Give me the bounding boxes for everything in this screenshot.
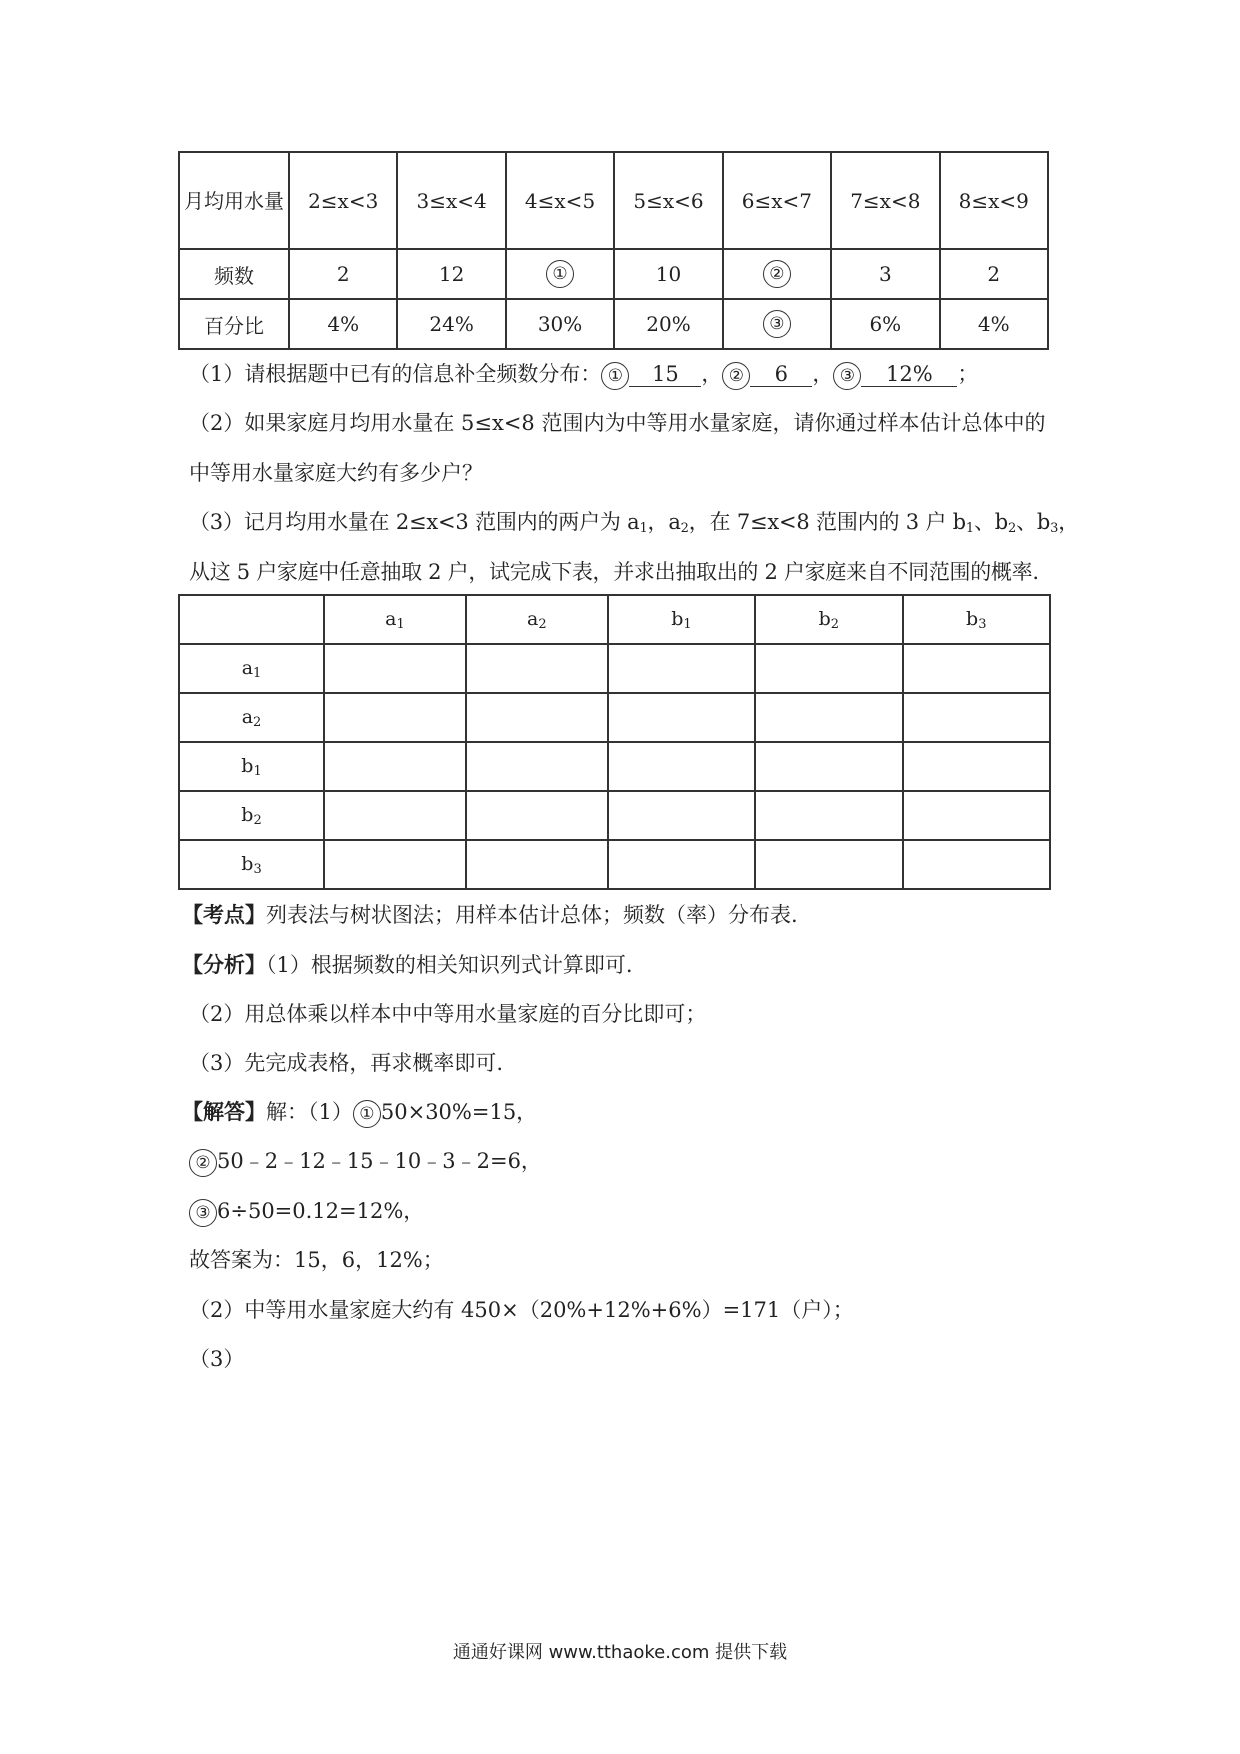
jieda-text: 50﹣2﹣12﹣15﹣10﹣3﹣2=6， bbox=[217, 1149, 542, 1173]
jieda-line-1 bbox=[182, 1096, 537, 1128]
label-base: b bbox=[671, 607, 684, 630]
separator: ， bbox=[812, 362, 834, 386]
range-cell: 6≤x<7 bbox=[723, 152, 831, 249]
label-sub: 2 bbox=[830, 616, 840, 632]
label-base: a bbox=[527, 607, 539, 630]
corner-cell bbox=[179, 595, 324, 644]
pct-cell: 6% bbox=[831, 299, 939, 349]
empty-cell bbox=[608, 791, 755, 840]
separator: ； bbox=[957, 362, 979, 386]
empty-cell bbox=[324, 742, 466, 791]
empty-cell bbox=[903, 644, 1050, 693]
empty-cell bbox=[903, 742, 1050, 791]
label-sub: 1 bbox=[683, 616, 692, 632]
row-header bbox=[179, 693, 324, 742]
header-cell: 月均用水量 bbox=[179, 152, 289, 249]
pct-cell: 20% bbox=[614, 299, 722, 349]
label-sub: 3 bbox=[253, 861, 262, 877]
jieda-line-5: （3） bbox=[189, 1347, 245, 1371]
kaodian-text: 列表法与树状图法；用样本估计总体；频数（率）分布表. bbox=[266, 903, 798, 927]
label-sub: 1 bbox=[253, 665, 262, 681]
range-cell: 7≤x<8 bbox=[831, 152, 939, 249]
answer-blank: 12% bbox=[861, 362, 957, 387]
empty-cell bbox=[903, 840, 1050, 889]
empty-cell bbox=[466, 742, 608, 791]
circled-marker: ① bbox=[546, 260, 574, 288]
answer-blank: 6 bbox=[750, 362, 812, 387]
circled-marker: ③ bbox=[189, 1199, 217, 1227]
label-base: a bbox=[385, 607, 397, 630]
row-header bbox=[179, 644, 324, 693]
pct-cell: 24% bbox=[397, 299, 505, 349]
fenxi-line bbox=[182, 949, 633, 979]
empty-cell bbox=[755, 644, 902, 693]
circled-marker: ③ bbox=[833, 362, 861, 390]
column-header bbox=[324, 595, 466, 644]
row-header bbox=[179, 791, 324, 840]
table-row bbox=[179, 742, 1050, 791]
freq-cell bbox=[723, 249, 831, 299]
question-3-line-1: （3）记月均用水量在 2≤x<3 范围内的两户为 $a_1$，$a_2$，在 7≤x<8 范围内的 3 户 $b_1$、$b_2$、$b_3$， bbox=[189, 510, 1080, 536]
jieda-line-4: （2）中等用水量家庭大约有 450×（20%+12%+6%）=171（户）； bbox=[189, 1298, 854, 1322]
label-base: a bbox=[241, 656, 254, 679]
jieda-line-3 bbox=[189, 1195, 424, 1227]
table-row bbox=[179, 595, 1050, 644]
q3-text: ，在 7≤x<8 范围内的 3 户 b bbox=[688, 510, 966, 534]
column-header bbox=[466, 595, 608, 644]
row-header bbox=[179, 840, 324, 889]
kaodian-line bbox=[182, 899, 798, 929]
range-cell: 3≤x<4 bbox=[397, 152, 505, 249]
table-row-ranges bbox=[179, 152, 1048, 249]
label-base: b bbox=[241, 852, 254, 875]
fenxi-line-3: （3）先完成表格，再求概率即可. bbox=[189, 1051, 504, 1075]
empty-cell bbox=[466, 791, 608, 840]
freq-cell: 3 bbox=[831, 249, 939, 299]
table-row bbox=[179, 840, 1050, 889]
freq-cell: 12 bbox=[397, 249, 505, 299]
jieda-text: 6÷50=0.12=12%， bbox=[217, 1199, 425, 1223]
empty-cell bbox=[324, 840, 466, 889]
q3-text: 、b bbox=[1016, 510, 1051, 534]
question-text: （1）请根据题中已有的信息补全频数分布： bbox=[189, 362, 602, 386]
empty-cell bbox=[755, 693, 902, 742]
q3-text: ，a bbox=[647, 510, 681, 534]
label-sub: 1 bbox=[396, 616, 405, 632]
column-header bbox=[608, 595, 755, 644]
answer-blank: 15 bbox=[629, 362, 701, 387]
circled-marker: ① bbox=[601, 362, 629, 390]
pair-table bbox=[178, 594, 1051, 890]
freq-cell: 2 bbox=[940, 249, 1048, 299]
empty-cell bbox=[755, 742, 902, 791]
empty-cell bbox=[903, 693, 1050, 742]
table-row bbox=[179, 791, 1050, 840]
pct-cell: 4% bbox=[940, 299, 1048, 349]
section-tag: 【分析】 bbox=[182, 952, 266, 977]
q3-text: ， bbox=[1058, 510, 1080, 534]
jieda-line-2 bbox=[189, 1145, 542, 1177]
range-cell: 4≤x<5 bbox=[506, 152, 614, 249]
empty-cell bbox=[324, 791, 466, 840]
range-cell: 8≤x<9 bbox=[940, 152, 1048, 249]
empty-cell bbox=[466, 840, 608, 889]
circled-marker: ② bbox=[189, 1149, 217, 1177]
separator: ， bbox=[701, 362, 723, 386]
label-sub: 3 bbox=[978, 616, 987, 632]
table-row-pct bbox=[179, 299, 1048, 349]
label-sub: 2 bbox=[253, 714, 262, 730]
column-header bbox=[755, 595, 902, 644]
question-2-line-1: （2）如果家庭月均用水量在 5≤x<8 范围内为中等用水量家庭，请你通过样本估计总体中的 bbox=[189, 411, 1046, 435]
row-label: 百分比 bbox=[179, 299, 289, 349]
label-sub: 1 bbox=[253, 763, 262, 779]
row-header bbox=[179, 742, 324, 791]
empty-cell bbox=[608, 742, 755, 791]
row-label: 频数 bbox=[179, 249, 289, 299]
section-tag: 【考点】 bbox=[182, 902, 266, 927]
frequency-table bbox=[178, 151, 1049, 350]
question-1 bbox=[189, 358, 978, 390]
footer-text: 通通好课网 www.tthaoke.com 提供下载 bbox=[452, 1642, 788, 1663]
label-base: b bbox=[966, 607, 979, 630]
empty-cell bbox=[466, 693, 608, 742]
empty-cell bbox=[608, 693, 755, 742]
jieda-text: 50×30%=15， bbox=[380, 1100, 538, 1124]
label-base: b bbox=[241, 803, 254, 826]
circled-marker: ③ bbox=[763, 310, 791, 338]
freq-cell: 10 bbox=[614, 249, 722, 299]
empty-cell bbox=[755, 791, 902, 840]
label-base: b bbox=[241, 754, 254, 777]
empty-cell bbox=[903, 791, 1050, 840]
empty-cell bbox=[466, 644, 608, 693]
table-row bbox=[179, 693, 1050, 742]
fenxi-line-2: （2）用总体乘以样本中中等用水量家庭的百分比即可； bbox=[189, 1002, 707, 1026]
circled-marker: ② bbox=[722, 362, 750, 390]
label-base: b bbox=[818, 607, 831, 630]
empty-cell bbox=[755, 840, 902, 889]
fenxi-text: （1）根据频数的相关知识列式计算即可. bbox=[266, 953, 633, 977]
question-3-line-2: 从这 5 户家庭中任意抽取 2 户，试完成下表，并求出抽取出的 2 户家庭来自不同范围的概率. bbox=[189, 560, 1039, 584]
table-row-freq bbox=[179, 249, 1048, 299]
q3-text: （3）记月均用水量在 2≤x<3 范围内的两户为 a bbox=[189, 510, 640, 534]
pct-cell bbox=[723, 299, 831, 349]
q3-text: 、b bbox=[973, 510, 1009, 534]
empty-cell bbox=[608, 644, 755, 693]
table-row bbox=[179, 644, 1050, 693]
range-cell: 2≤x<3 bbox=[289, 152, 397, 249]
label-sub: 2 bbox=[253, 812, 262, 828]
empty-cell bbox=[324, 693, 466, 742]
jieda-text: 解：（1） bbox=[266, 1100, 353, 1124]
range-cell: 5≤x<6 bbox=[614, 152, 722, 249]
question-2-line-2: 中等用水量家庭大约有多少户？ bbox=[189, 461, 483, 485]
empty-cell bbox=[324, 644, 466, 693]
circled-marker: ② bbox=[763, 260, 791, 288]
label-sub: 2 bbox=[538, 616, 547, 632]
pct-cell: 4% bbox=[289, 299, 397, 349]
freq-cell: 2 bbox=[289, 249, 397, 299]
answer-line: 故答案为：15，6，12%； bbox=[189, 1248, 444, 1272]
pct-cell: 30% bbox=[506, 299, 614, 349]
circled-marker: ① bbox=[353, 1100, 381, 1128]
label-base: a bbox=[241, 705, 254, 728]
empty-cell bbox=[608, 840, 755, 889]
freq-cell bbox=[506, 249, 614, 299]
column-header bbox=[903, 595, 1050, 644]
section-tag: 【解答】 bbox=[182, 1099, 266, 1124]
